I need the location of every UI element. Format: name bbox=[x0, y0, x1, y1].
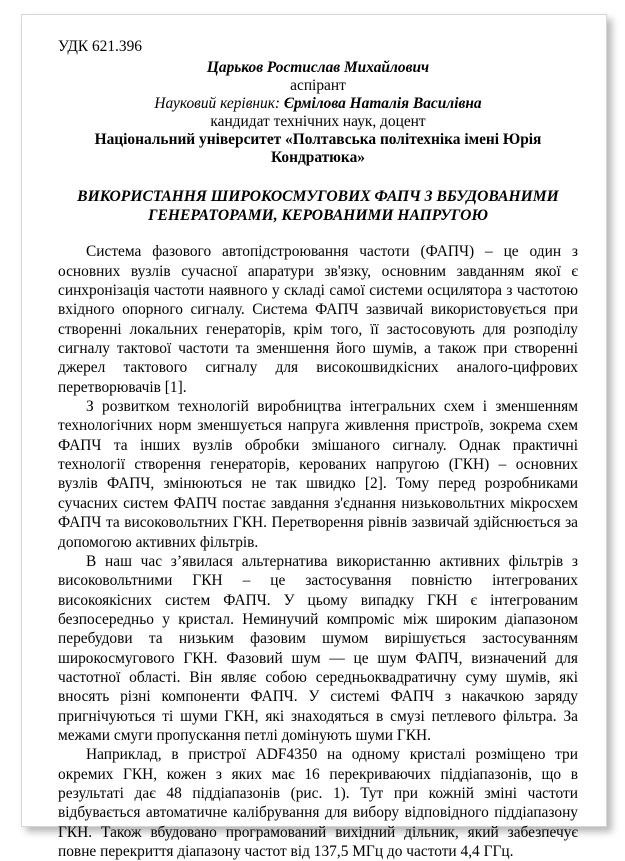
author-name: Царьков Ростислав Михайлович bbox=[206, 59, 430, 77]
udk-code: УДК 621.396 bbox=[58, 38, 142, 55]
supervisor-label: Науковий керівник: bbox=[154, 95, 281, 113]
document-content bbox=[58, 37, 578, 861]
body-paragraph: Наприклад, в пристрої ADF4350 на одному кристалі розміщено три окремих ГКН, кожен з яких має 16 перекриваючих піддіапазонів, що в результаті дає 48 піддіапазонів (рис. 1). Тут при кожній зміні частоти відбувається автоматичне калібрування для вибору відповідного піддіапазону ГКН. Також вбудовано програмований вихідний дільник, який забезпечує повне перекриття діапазону частот від 137,5 МГц до частоти 4,4 ГГц. bbox=[58, 746, 578, 860]
author-position: аспірант bbox=[290, 77, 346, 95]
article-title: ВИКОРИСТАННЯ ШИРОКОСМУГОВИХ ФАПЧ З ВБУДОВАНИМИ ГЕНЕРАТОРАМИ, КЕРОВАНИМИ НАПРУГОЮ bbox=[77, 188, 559, 225]
supervisor-line bbox=[58, 95, 578, 113]
body-paragraph: В наш час з’явилася альтернатива використанню активних фільтрів з високовольтними ГКН – це застосування повністю інтегрованих високоякісних систем ФАПЧ. У цьому випадку ГКН є інтегрованим безпосередньо у кристал. Неминучий компроміс між широким діапазоном перебудови та низьким фазовим шумом вирішується застосуванням широкосмугового ГКН. Фазовий шум — це шум ФАПЧ, визначений для частотної області. Він являє собою середньоквадратичну суму шумів, які вносять різні компоненти ФАПЧ. У системі ФАПЧ з накачкою заряду пригнічуються ті шуми ГКН, які знаходяться в смузі петлевого фільтра. За межами смуги пропускання петлі домінують шуми ГКН. bbox=[58, 552, 578, 744]
document-page bbox=[21, 14, 607, 860]
supervisor-name: Єрмілова Наталія Василівна bbox=[283, 95, 482, 113]
body-paragraph: З розвитком технологій виробництва інтегральних схем і зменшенням технологічних норм зменшується напруга живлення пристроїв, зокрема схем ФАПЧ та інших вузлів обробки змішаного сигналу. Однак практичні технології створення генераторів, керованих напругою (ГКН) – основних вузлів ФАПЧ, змінюються не так швидко [2]. Тому перед розробниками сучасних систем ФАПЧ постає завдання з'єднання низьковольтних мікросхем ФАПЧ та високовольтних ГКН. Перетворення рівнів зазвичай здійснюється за допомогою активних фільтрів. bbox=[58, 398, 578, 551]
supervisor-degree: кандидат технічних наук, доцент bbox=[210, 113, 426, 131]
body-paragraph: Система фазового автопідстроювання частоти (ФАПЧ) – це один з основних вузлів сучасної апаратури зв'язку, основним завданням якої є синхронізація частоти наявного у складі самої системи осцилятора з частотою вхідного опорного сигналу. Система ФАПЧ зазвичай використовується при створенні локальних генераторів, крім того, її застосовують для розподілу сигналу тактової частоти та зменшення його шумів, а також при створенні джерел тактового сигналу для високошвидкісних аналого-цифрових перетворювачів [1]. bbox=[58, 243, 578, 396]
institution: Національний університет «Полтавська політехніка імені Юрія Кондратюка» bbox=[94, 131, 542, 167]
